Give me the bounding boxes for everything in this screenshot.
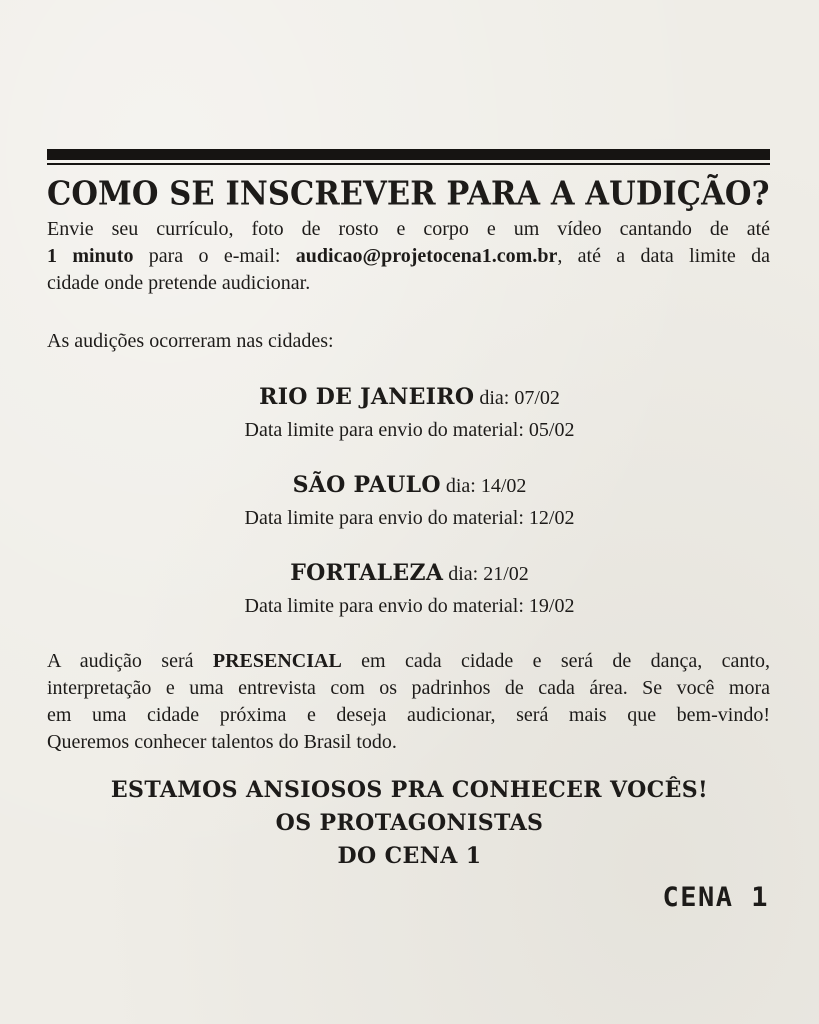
details-line-3: em uma cidade próxima e deseja audicionar, será mais que bem-vindo! (47, 704, 770, 726)
deadline-label: Data limite para envio do material: (244, 507, 529, 529)
deadline-label: Data limite para envio do material: (244, 419, 529, 441)
details-line-1 (47, 648, 770, 675)
city-name: RIO DE JANEIRO (259, 384, 475, 410)
details-line-1-end: em cada cidade e será de dança, canto, (341, 650, 770, 672)
page-title: COMO SE INSCREVER PARA A AUDIÇÃO? (47, 174, 770, 214)
deadline-date: 19/02 (528, 595, 575, 617)
details-line-4: Queremos conhecer talentos do Brasil todo. (47, 731, 397, 753)
intro-line-2-end: , até a data limite da (557, 245, 770, 267)
city-fortaleza (0, 557, 819, 622)
intro-line-3: cidade onde pretende audicionar. (47, 272, 311, 294)
format-highlight: PRESENCIAL (212, 650, 342, 672)
deadline-date: 12/02 (528, 507, 575, 529)
intro-line-2-mid: para o e-mail: (133, 245, 296, 267)
details-line-2: interpretação e uma entrevista com os padrinhos de cada área. Se você mora (47, 677, 770, 699)
city-name: SÃO PAULO (292, 472, 441, 498)
city-day-label: dia: (443, 563, 484, 585)
details-paragraph (47, 648, 770, 756)
top-rule-thin (47, 163, 770, 165)
city-rio (0, 381, 819, 446)
intro-line-1: Envie seu currículo, foto de rosto e corpo e um vídeo cantando de até (47, 218, 770, 240)
details-line-1-start: A audição será (47, 650, 213, 672)
email-address: audicao@projetocena1.com.br (295, 245, 558, 267)
city-name: FORTALEZA (290, 560, 444, 586)
city-date: 14/02 (480, 475, 527, 497)
closing-message (0, 774, 819, 873)
intro-line-2 (47, 243, 770, 270)
closing-line-1: ESTAMOS ANSIOSOS PRA CONHECER VOCÊS! (110, 777, 709, 803)
city-day-label: dia: (440, 475, 481, 497)
top-rule-thick (47, 149, 770, 160)
city-date: 07/02 (514, 387, 560, 409)
brand-logo-text: CENA 1 (662, 882, 769, 913)
intro-paragraph (47, 216, 770, 297)
closing-line-3: DO CENA 1 (337, 843, 482, 869)
deadline-label: Data limite para envio do material: (244, 595, 529, 617)
city-day-label: dia: (474, 387, 515, 409)
deadline-date: 05/02 (528, 419, 575, 441)
duration-highlight: 1 minuto (47, 245, 134, 267)
closing-line-2: OS PROTAGONISTAS (275, 810, 544, 836)
cities-intro: As audições ocorreram nas cidades: (47, 330, 334, 352)
city-sao-paulo (0, 469, 819, 534)
city-date: 21/02 (483, 563, 529, 585)
